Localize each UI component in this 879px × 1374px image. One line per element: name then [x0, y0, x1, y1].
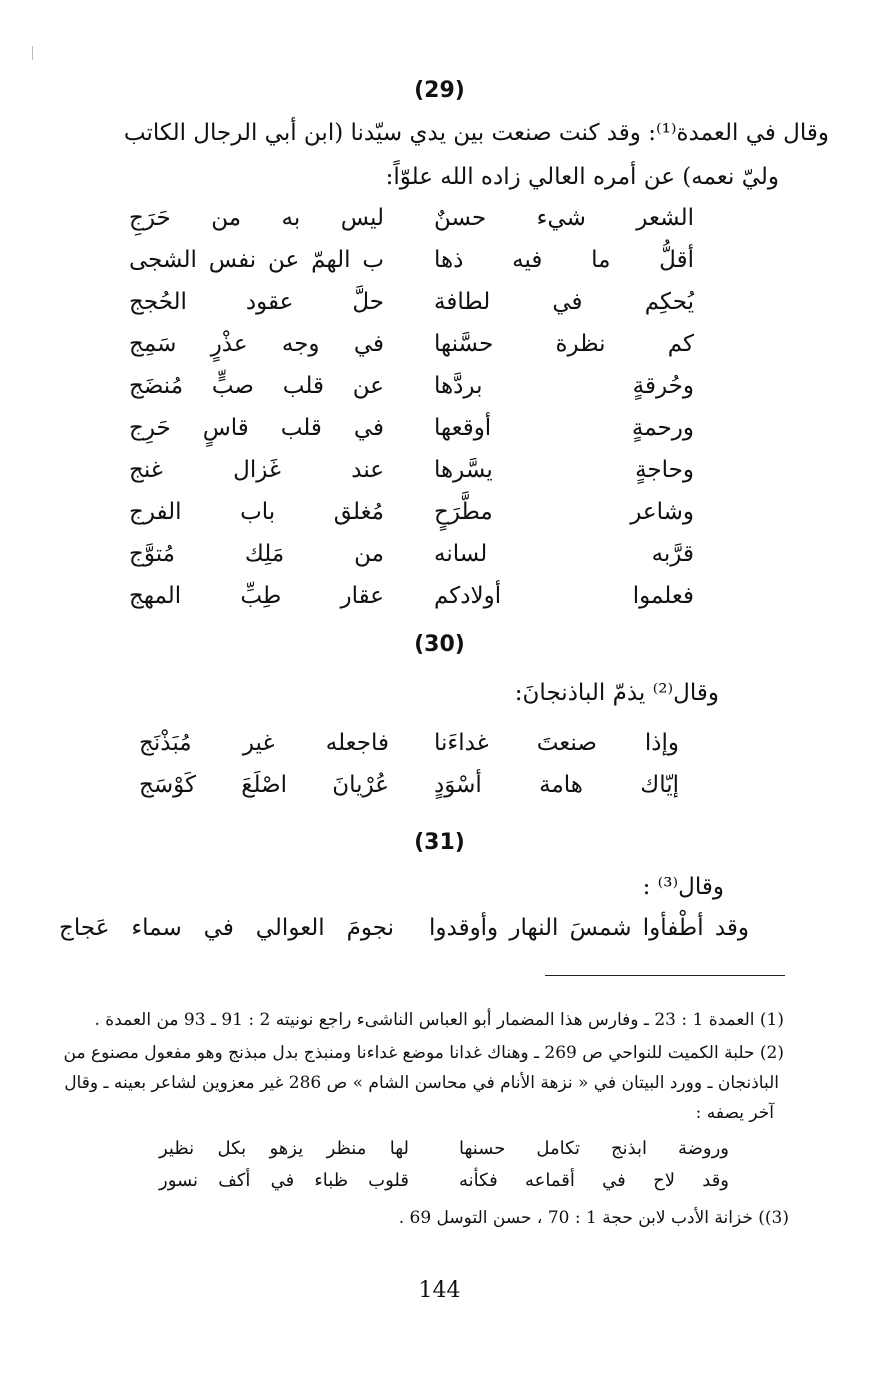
hemistich-first: وحاجةٍ يسَّرها — [434, 457, 694, 483]
footnote-2-line3: آخر يصفه : — [695, 1103, 774, 1123]
hemistich-second: ليس به من حَرَجِ — [129, 205, 384, 231]
poem-number-29: (29) — [414, 78, 465, 103]
poem-number-30: (30) — [414, 632, 465, 657]
verse-row — [124, 499, 694, 541]
hemistich-first: وقد لاح في أقماعه فكأنه — [459, 1170, 729, 1191]
poem31-verse — [59, 915, 749, 957]
hemistich-first: كم نظرة حسَّنها — [434, 331, 694, 357]
verse-row — [59, 915, 749, 957]
hemistich-first: وإذا صنعتَ غداءَنا — [434, 730, 679, 756]
verse-row — [124, 205, 694, 247]
verse-row — [124, 331, 694, 373]
poem30-intro: وقال⁽²⁾ يذمّ الباذنجانَ: — [514, 680, 719, 706]
footnote-separator — [545, 975, 785, 976]
footnote-3: (3)) خزانة الأدب لابن حجة 1 : 70 ، حسن التوسل 69 . — [398, 1208, 789, 1228]
margin-mark — [32, 46, 33, 60]
hemistich-second: لها منظر يزهو بكل نظير — [159, 1138, 409, 1159]
footnote-verse — [159, 1138, 729, 1168]
poem30-verses — [139, 730, 679, 814]
hemistich-first: وحُرقةٍ بردَّها — [434, 373, 694, 399]
verse-row — [139, 730, 679, 772]
hemistich-second: عند غَزال غنج — [129, 457, 384, 483]
hemistich-first: يُحكِم في لطافة — [434, 289, 694, 315]
hemistich-second: حلَّ عقود الحُجج — [129, 289, 384, 315]
hemistich-first: أقلُّ ما فيه ذها — [434, 247, 694, 273]
hemistich-first: وشاعر مطَّرَحٍ — [434, 499, 694, 525]
verse-row — [139, 772, 679, 814]
verse-row — [124, 457, 694, 499]
poem29-intro-line2: وليّ نعمه) عن أمره العالي زاده الله علوّاً: — [385, 164, 779, 190]
footnote-verse — [159, 1170, 729, 1200]
hemistich-second: قلوب ظباء في أكف نسور — [159, 1170, 409, 1191]
hemistich-second: في وجه عذْرٍ سَمِج — [129, 331, 384, 357]
hemistich-first: قرَّبه لسانه — [434, 541, 694, 567]
hemistich-second: عقار طِبِّ المهج — [129, 583, 384, 609]
poem29-verses — [124, 205, 694, 625]
poem29-intro-line1: وقال في العمدة⁽¹⁾: وقد كنت صنعت بين يدي سيّدنا (ابن أبي الرجال الكاتب — [123, 120, 829, 146]
hemistich-first: الشعر شيء حسنٌ — [434, 205, 694, 231]
hemistich-second: عُرْيانَ اصْلَعَ كَوْسَج — [139, 772, 389, 798]
poem31-intro: وقال⁽³⁾ : — [642, 874, 724, 900]
hemistich-second: مُغلق باب الفرج — [129, 499, 384, 525]
verse-row — [124, 541, 694, 583]
page-number: 144 — [418, 1278, 461, 1303]
hemistich-second: عن قلب صبٍّ مُنضَج — [129, 373, 384, 399]
verse-row — [124, 289, 694, 331]
hemistich-first: فعلموا أولادكم — [434, 583, 694, 609]
hemistich-first: وروضة ابذنج تكامل حسنها — [459, 1138, 729, 1159]
hemistich-second: في قلب قاسٍ حَرِج — [129, 415, 384, 441]
poem-number-31: (31) — [414, 830, 465, 855]
verse-row — [124, 247, 694, 289]
hemistich-second: من مَلِك مُتوَّج — [129, 541, 384, 567]
footnote-1: (1) العمدة 1 : 23 ـ وفارس هذا المضمار أبو العباس الناشىء راجع نونيته 2 : 91 ـ 93 من العمدة . — [94, 1010, 784, 1030]
footnote-2-line2: الباذنجان ـ وورد البيتان في « نزهة الأنام في محاسن الشام » ص 286 غير معزوين لشاعر بعينه ـ وقال — [64, 1073, 779, 1093]
hemistich-first: وقد أطْفأوا شمسَ النهار وأوقدوا — [429, 915, 749, 941]
hemistich-second: ب الهمّ عن نفس الشجى — [129, 247, 384, 273]
hemistich-second: نجومَ العوالي في سماء عَجاج — [59, 915, 394, 941]
hemistich-first: ورحمةٍ أوقعها — [434, 415, 694, 441]
hemistich-second: فاجعله غير مُبَذْنَج — [139, 730, 389, 756]
verse-row — [124, 583, 694, 625]
verse-row — [124, 373, 694, 415]
footnote-2-line1: (2) حلبة الكميت للنواحي ص 269 ـ وهناك غدانا موضع غداءنا ومنبذج بدل مبذنج وهو مفعول مصنوع من — [63, 1043, 784, 1063]
hemistich-first: إيّاك هامة أسْوَدٍ — [434, 772, 679, 798]
verse-row — [124, 415, 694, 457]
